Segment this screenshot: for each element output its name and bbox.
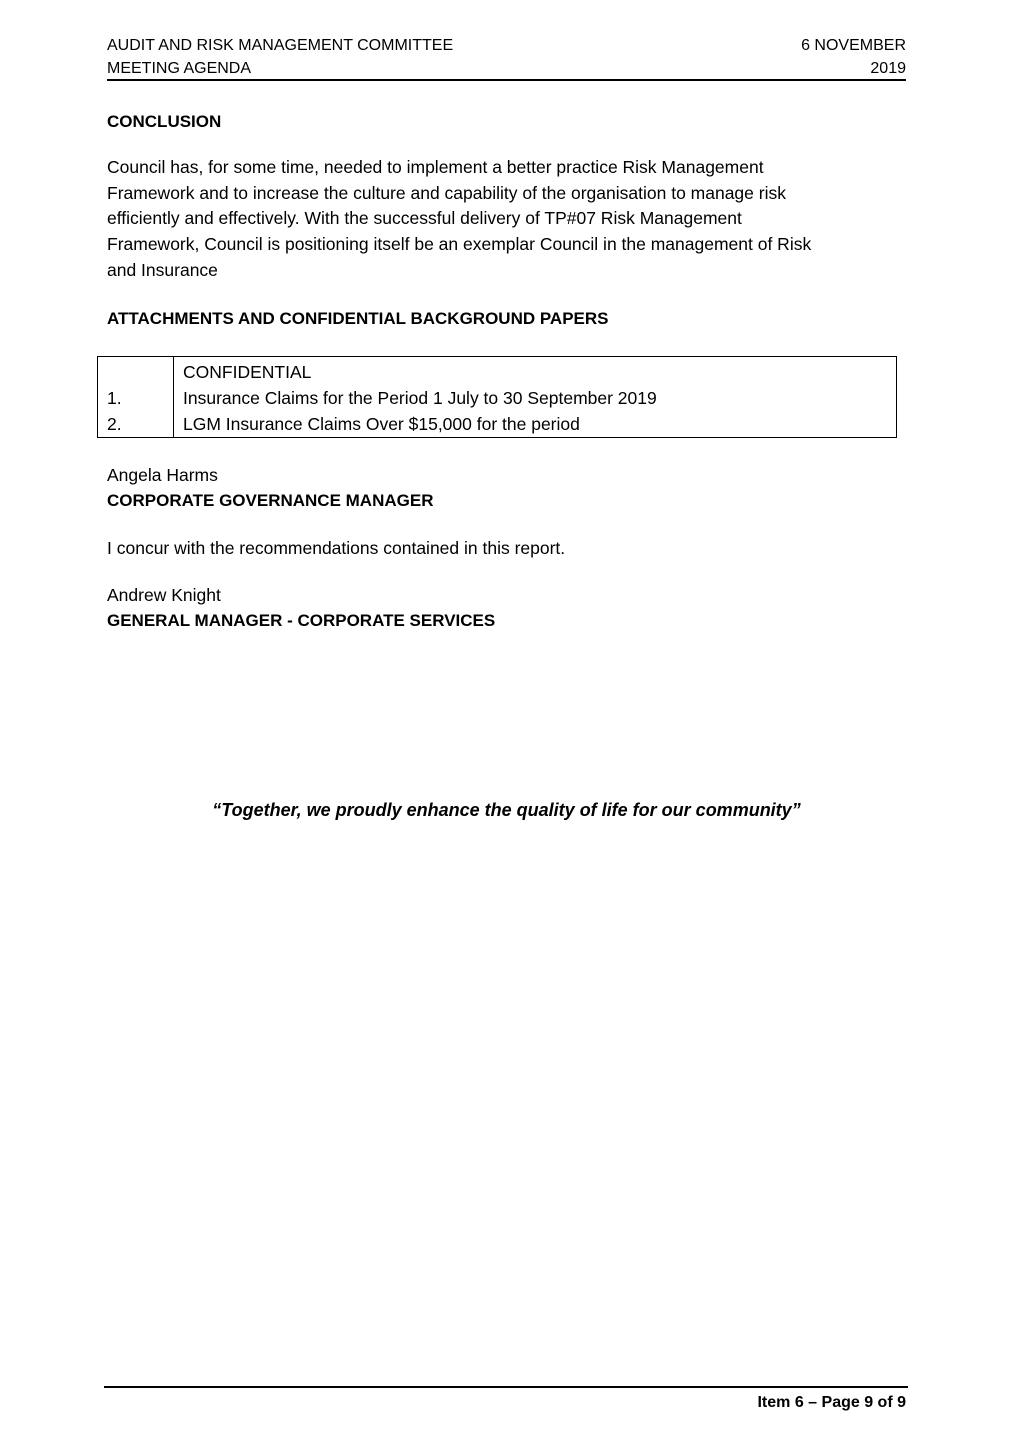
document-type: MEETING AGENDA	[107, 60, 252, 77]
confidential-label: CONFIDENTIAL	[183, 362, 312, 382]
attachment-title: Insurance Claims for the Period 1 July to 30 September 2019	[183, 388, 657, 408]
conclusion-paragraph	[107, 155, 897, 284]
signatory-name: Andrew Knight	[107, 585, 221, 605]
attachment-title: LGM Insurance Claims Over $15,000 for the period	[183, 414, 580, 434]
council-motto: “Together, we proudly enhance the quality of life for our community”	[212, 800, 801, 820]
table-row	[98, 357, 897, 438]
conclusion-line: efficiently and effectively. With the successful delivery of TP#07 Risk Management	[107, 208, 742, 229]
committee-name: AUDIT AND RISK MANAGEMENT COMMITTEE	[107, 37, 454, 54]
conclusion-line: Framework, Council is positioning itself be an exemplar Council in the management of Risk	[107, 234, 812, 255]
conclusion-line: and Insurance	[107, 259, 218, 280]
header-left	[107, 34, 453, 80]
footer-divider	[104, 1386, 908, 1388]
signatory-title: CORPORATE GOVERNANCE MANAGER	[107, 491, 434, 510]
meeting-date-day-month: 6 NOVEMBER	[801, 37, 906, 54]
attachments-table	[97, 356, 897, 438]
header-divider	[107, 79, 906, 81]
attachment-title-column	[174, 357, 897, 438]
attachment-number: 2.	[107, 414, 122, 434]
attachments-heading: ATTACHMENTS AND CONFIDENTIAL BACKGROUND PAPERS	[107, 309, 609, 328]
signatory-name: Angela Harms	[107, 465, 218, 485]
page-reference: Item 6 – Page 9 of 9	[757, 1394, 906, 1411]
conclusion-heading: CONCLUSION	[107, 112, 222, 131]
attachment-number-column	[98, 357, 174, 438]
conclusion-line: Framework and to increase the culture and capability of the organisation to manage risk	[107, 182, 786, 203]
meeting-date-year: 2019	[870, 60, 906, 77]
signatory-title: GENERAL MANAGER - CORPORATE SERVICES	[107, 611, 496, 630]
conclusion-line: Council has, for some time, needed to implement a better practice Risk Management	[107, 157, 764, 177]
attachment-number: 1.	[107, 388, 122, 408]
header-right	[801, 34, 906, 80]
concurrence-statement: I concur with the recommendations contained in this report.	[107, 538, 566, 558]
